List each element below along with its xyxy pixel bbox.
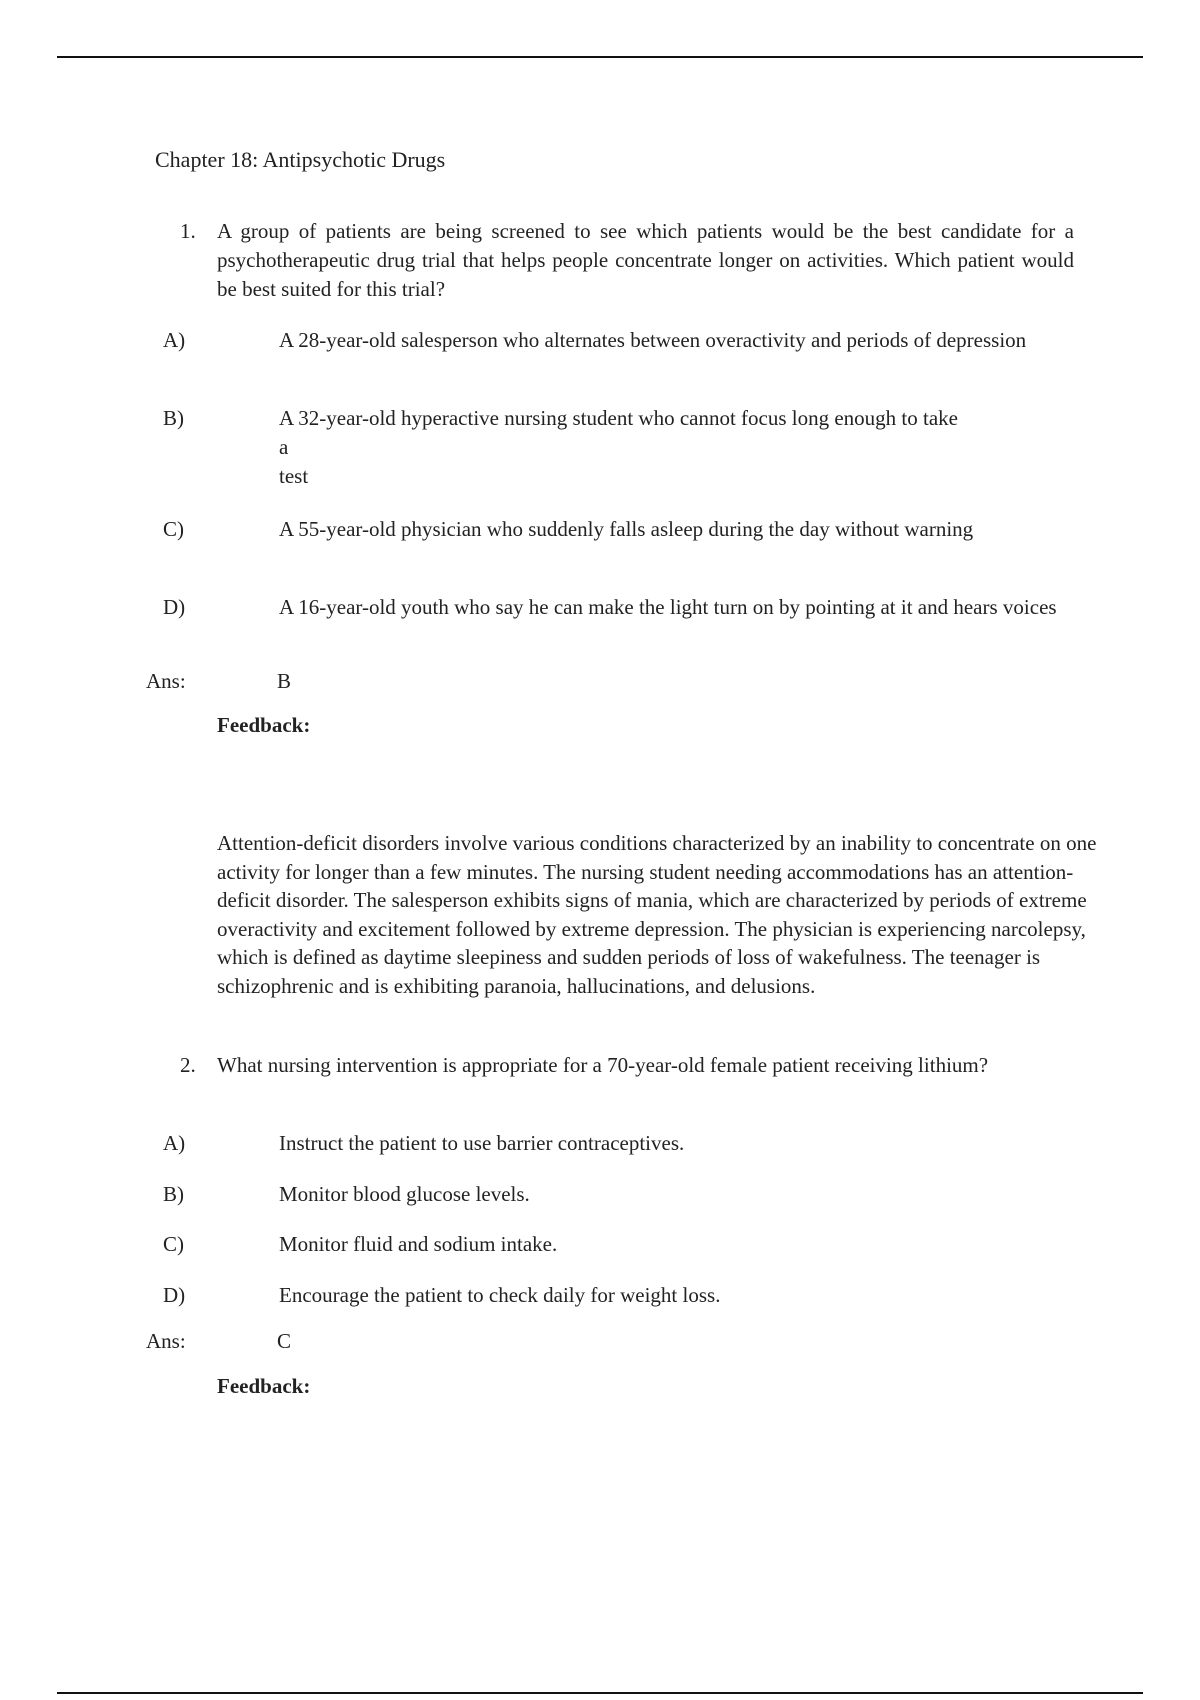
- answer-label: Ans:: [146, 669, 186, 693]
- option-text-b-line-3: test: [279, 464, 309, 488]
- option-text-b: Monitor blood glucose levels.: [279, 1182, 530, 1206]
- option-letter-c: C): [163, 517, 184, 541]
- option-text-b: [279, 404, 1074, 491]
- feedback-text: Attention-deficit disorders involve various conditions characterized by an inability to concentrate on one activity for longer than a few minutes. The nursing student needing accommodations has an attention-deficit disorder. The salesperson exhibits signs of mania, which are characterized by periods of extreme overactivity and excitement followed by extreme depression. The physician is experiencing narcolepsy, which is defined as daytime sleepiness and sudden periods of loss of wakefulness. The teenager is schizophrenic and is exhibiting paranoia, hallucinations, and delusions.: [217, 831, 1097, 998]
- footer-rule: [57, 1692, 1143, 1694]
- option-text-c: A 55-year-old physician who suddenly falls asleep during the day without warning: [279, 517, 974, 541]
- header-rule: [57, 56, 1143, 58]
- option-letter-c: C): [163, 1232, 184, 1256]
- chapter-title: Chapter 18: Antipsychotic Drugs: [155, 147, 446, 172]
- question-text: What nursing intervention is appropriate for a 70-year-old female patient receiving lithium?: [217, 1053, 989, 1077]
- option-letter-b: B): [163, 406, 184, 430]
- option-text-b-line-1: A 32-year-old hyperactive nursing student who cannot focus long enough to take: [279, 406, 958, 430]
- feedback-label: Feedback:: [217, 713, 311, 737]
- option-text-a: Instruct the patient to use barrier contraceptives.: [279, 1131, 685, 1155]
- option-text-d: Encourage the patient to check daily for weight loss.: [279, 1283, 721, 1307]
- question-text: A group of patients are being screened to see which patients would be the best candidate for a psychotherapeutic drug trial that helps people concentrate longer on activities. Which patient would be best suited for this trial?: [217, 219, 1074, 301]
- option-text-c: Monitor fluid and sodium intake.: [279, 1232, 558, 1256]
- option-text-b-line-2: a: [279, 435, 289, 459]
- option-letter-a: A): [163, 328, 186, 352]
- answer-label: Ans:: [146, 1329, 186, 1353]
- option-letter-d: D): [163, 595, 186, 619]
- question-1: [180, 217, 1074, 304]
- question-number: 1.: [180, 219, 196, 243]
- option-letter-d: D): [163, 1283, 186, 1307]
- option-letter-b: B): [163, 1182, 184, 1206]
- option-text-d: A 16-year-old youth who say he can make the light turn on by pointing at it and hears voices: [279, 595, 1057, 619]
- question-number: 2.: [180, 1053, 196, 1077]
- feedback-label: Feedback:: [217, 1374, 311, 1398]
- answer-value: B: [277, 669, 292, 693]
- option-text-a: A 28-year-old salesperson who alternates between overactivity and periods of depression: [279, 328, 1027, 352]
- question-2: [180, 1051, 1074, 1080]
- option-letter-a: A): [163, 1131, 186, 1155]
- answer-value: C: [277, 1329, 292, 1353]
